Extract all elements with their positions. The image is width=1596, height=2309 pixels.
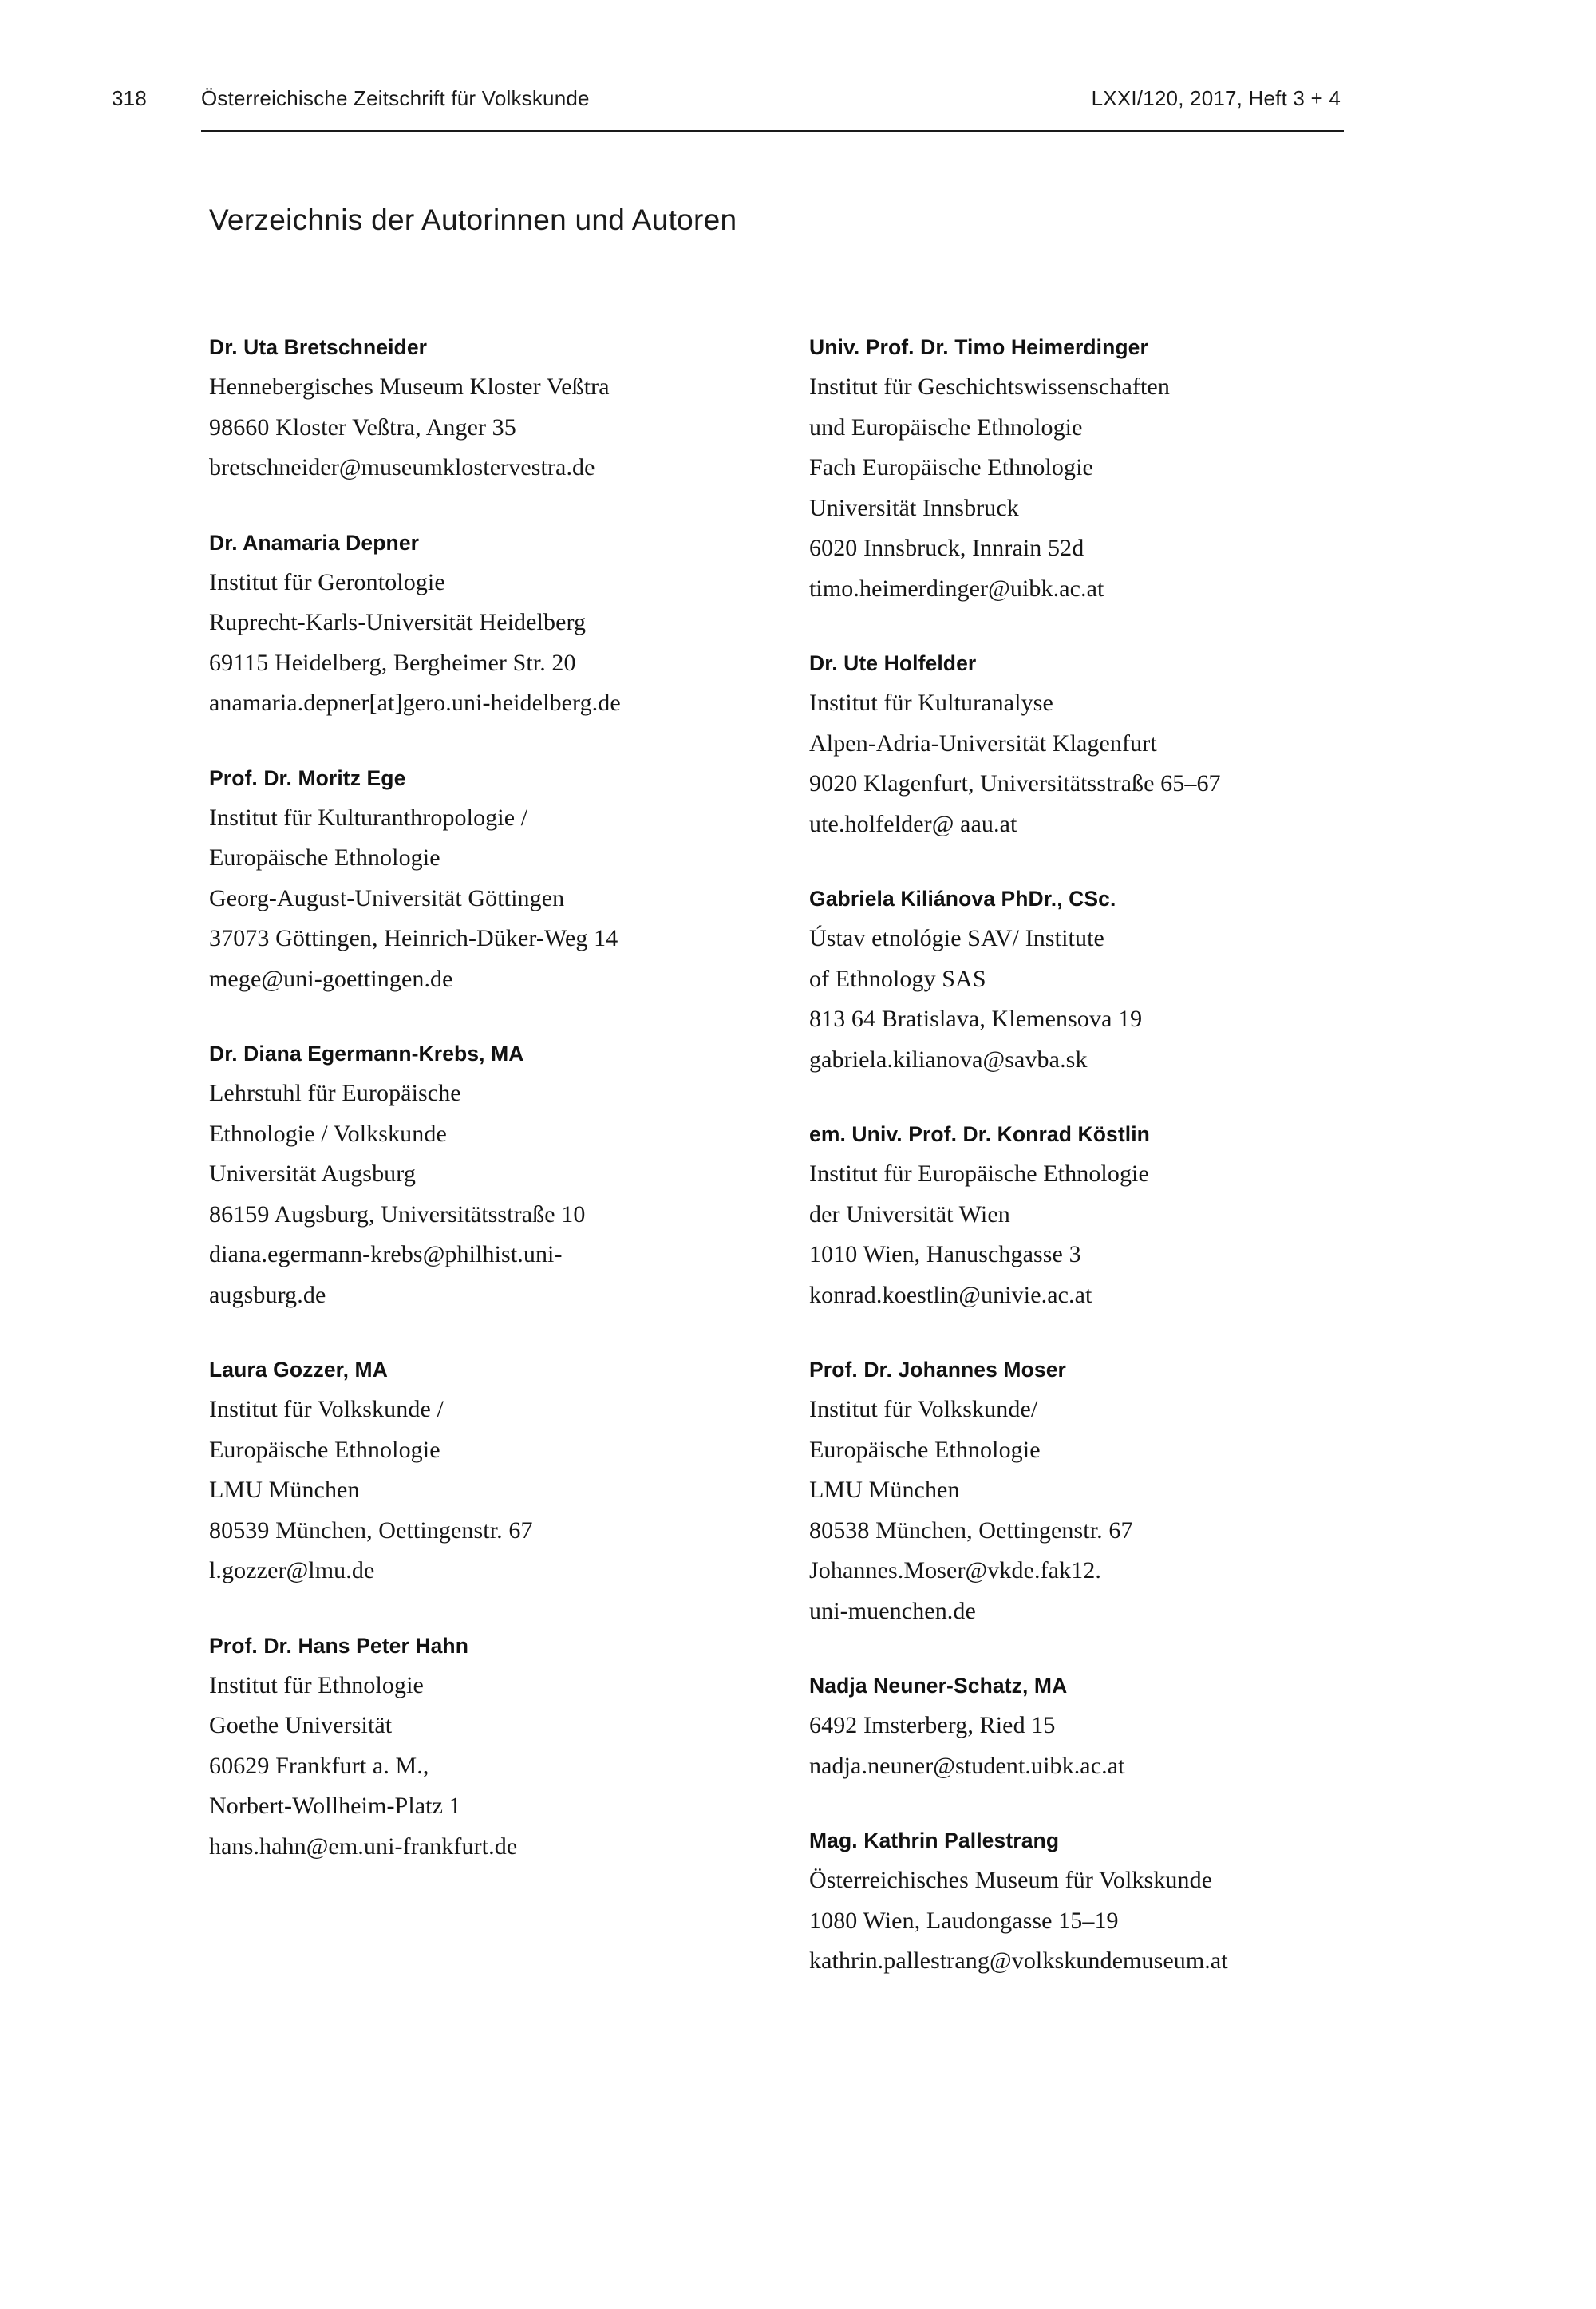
author-column-left — [209, 327, 752, 1982]
author-address-line: Institut für Volkskunde/ — [809, 1396, 1038, 1422]
author-name: Laura Gozzer, MA — [209, 1358, 388, 1382]
author-name: Dr. Ute Holfelder — [809, 651, 977, 675]
author-email-cont: uni-muenchen.de — [809, 1597, 976, 1624]
author-name: Dr. Diana Egermann-Krebs, MA — [209, 1042, 524, 1066]
page-number: 318 — [112, 86, 147, 110]
author-email: kathrin.pallestrang@volkskundemuseum.at — [809, 1947, 1228, 1974]
author-name: Prof. Dr. Moritz Ege — [209, 765, 406, 790]
author-name: Prof. Dr. Hans Peter Hahn — [209, 1633, 469, 1658]
author-address-line: Ústav etnológie SAV/ Institute — [809, 925, 1104, 951]
author-email: mege@uni-goettingen.de — [209, 965, 453, 992]
journal-title: Österreichische Zeitschrift für Volkskunde — [201, 86, 590, 110]
author-email: nadja.neuner@student.uibk.ac.at — [809, 1752, 1125, 1779]
author-email: ute.holfelder@ aau.at — [809, 810, 1017, 837]
author-entry — [809, 1666, 1352, 1786]
author-address-line: Georg-August-Universität Göttingen — [209, 884, 565, 911]
author-address-line: Institut für Volkskunde / — [209, 1396, 444, 1422]
author-address-line: Ethnologie / Volkskunde — [209, 1120, 447, 1147]
author-address-line: und Europäische Ethnologie — [809, 413, 1083, 441]
author-name: Dr. Uta Bretschneider — [209, 335, 428, 359]
author-entry — [809, 1821, 1352, 1982]
author-address-line: Norbert-Wollheim-Platz 1 — [209, 1793, 461, 1819]
author-address-line: 80538 München, Oettingenstr. 67 — [809, 1516, 1133, 1544]
author-address-line: Ruprecht-Karls-Universität Heidelberg — [209, 609, 587, 635]
author-name: Mag. Kathrin Pallestrang — [809, 1829, 1060, 1852]
author-entry — [809, 1114, 1352, 1315]
author-name: em. Univ. Prof. Dr. Konrad Köstlin — [809, 1122, 1150, 1146]
author-entry — [209, 523, 752, 724]
author-address-line: 813 64 Bratislava, Klemensova 19 — [809, 1006, 1143, 1032]
author-column-right — [809, 327, 1352, 1982]
author-address-line: 37073 Göttingen, Heinrich-Düker-Weg 14 — [209, 925, 618, 951]
page-title: Verzeichnis der Autorinnen und Autoren — [209, 204, 737, 236]
author-name: Prof. Dr. Johannes Moser — [809, 1358, 1066, 1382]
author-address-line: 86159 Augsburg, Universitätsstraße 10 — [209, 1200, 586, 1228]
author-email-cont: augsburg.de — [209, 1281, 326, 1308]
author-email: l.gozzer@lmu.de — [209, 1557, 375, 1583]
running-head — [112, 86, 1341, 111]
author-address-line: Institut für Geschichtswissenschaften — [809, 374, 1170, 400]
author-entry — [809, 879, 1352, 1080]
author-address-line: 9020 Klagenfurt, Universitätsstraße 65–67 — [809, 770, 1221, 797]
author-entry — [209, 758, 752, 1000]
author-email: diana.egermann-krebs@philhist.uni- — [209, 1241, 563, 1267]
author-address-line: LMU München — [209, 1477, 360, 1503]
author-address-line: LMU München — [809, 1477, 960, 1503]
author-address-line: Österreichisches Museum für Volkskunde — [809, 1867, 1213, 1893]
author-entry — [209, 1350, 752, 1591]
author-address-line: Goethe Universität — [209, 1712, 393, 1738]
author-email: Johannes.Moser@vkde.fak12. — [809, 1557, 1101, 1583]
author-address-line: Europäische Ethnologie — [209, 1436, 440, 1463]
author-list — [209, 327, 1350, 1982]
author-address-line: Hennebergisches Museum Kloster Veßtra — [209, 374, 610, 400]
author-email: konrad.koestlin@univie.ac.at — [809, 1281, 1092, 1308]
author-address-line: Institut für Gerontologie — [209, 568, 445, 595]
author-entry — [209, 1626, 752, 1868]
author-email: timo.heimerdinger@uibk.ac.at — [809, 575, 1104, 602]
author-address-line: Institut für Kulturanthropologie / — [209, 804, 528, 831]
author-address-line: Europäische Ethnologie — [209, 844, 440, 871]
author-address-line: 1080 Wien, Laudongasse 15–19 — [809, 1907, 1119, 1934]
author-name: Gabriela Kiliánova PhDr., CSc. — [809, 887, 1116, 911]
author-entry — [809, 643, 1352, 844]
author-name: Nadja Neuner-Schatz, MA — [809, 1674, 1068, 1698]
author-entry — [809, 327, 1352, 609]
author-entry — [209, 327, 752, 488]
author-address-line: 60629 Frankfurt a. M., — [209, 1752, 429, 1779]
author-address-line: 1010 Wien, Hanuschgasse 3 — [809, 1241, 1081, 1267]
author-entry — [209, 1034, 752, 1315]
author-entry — [809, 1350, 1352, 1631]
author-name: Univ. Prof. Dr. Timo Heimerdinger — [809, 335, 1148, 359]
author-name: Dr. Anamaria Depner — [209, 530, 420, 555]
author-address-line: Alpen-Adria-Universität Klagenfurt — [809, 729, 1157, 757]
author-email: bretschneider@museumklostervestra.de — [209, 454, 595, 480]
author-address-line: Universität Innsbruck — [809, 494, 1019, 521]
author-email: anamaria.depner[at]gero.uni-heidelberg.de — [209, 690, 621, 716]
author-address-line: 69115 Heidelberg, Bergheimer Str. 20 — [209, 649, 576, 676]
author-address-line: 98660 Kloster Veßtra, Anger 35 — [209, 413, 516, 441]
author-email: gabriela.kilianova@savba.sk — [809, 1046, 1088, 1073]
author-address-line: Institut für Europäische Ethnologie — [809, 1160, 1149, 1187]
author-address-line: Fach Europäische Ethnologie — [809, 454, 1093, 480]
author-email: hans.hahn@em.uni-frankfurt.de — [209, 1833, 518, 1860]
author-address-line: 80539 München, Oettingenstr. 67 — [209, 1516, 533, 1544]
issue-info: LXXI/120, 2017, Heft 3 + 4 — [1091, 86, 1341, 110]
author-address-line: Universität Augsburg — [209, 1160, 416, 1187]
author-address-line: 6020 Innsbruck, Innrain 52d — [809, 535, 1084, 561]
author-address-line: Institut für Kulturanalyse — [809, 690, 1053, 716]
author-address-line: Europäische Ethnologie — [809, 1436, 1041, 1463]
author-address-line: Institut für Ethnologie — [209, 1671, 424, 1698]
header-divider — [201, 130, 1344, 132]
author-address-line: 6492 Imsterberg, Ried 15 — [809, 1712, 1056, 1738]
author-address-line: Lehrstuhl für Europäische — [209, 1080, 461, 1106]
author-address-line: of Ethnology SAS — [809, 965, 986, 992]
author-address-line: der Universität Wien — [809, 1200, 1010, 1228]
